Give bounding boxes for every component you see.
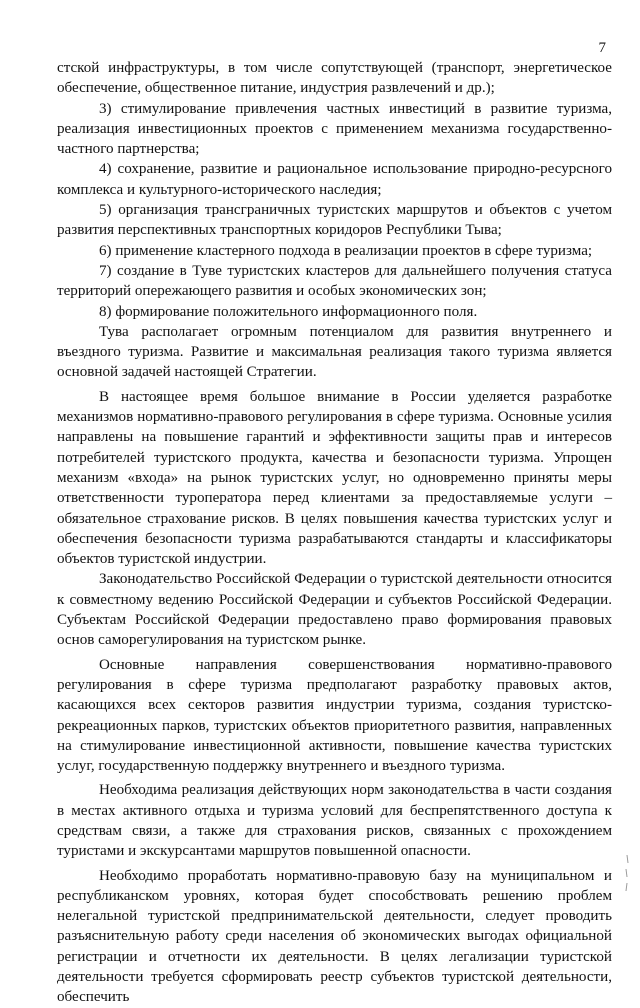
paragraph-legislation: Законодательство Российской Федерации о туристской деятельности относится к совместному ведению Российской Федерации и субъектов Российской Федерации. Субъектам Российской Федерации предоставлено право формирования правовых основ саморегулирования на туристском рынке. (57, 571, 612, 649)
paragraph-main-directions: Основные направления совершенствования нормативно-правового регулирования в сфере туризма предполагают разработку правовых актов, касающихся всех секторов развития индустрии туризма, создания туристско-рекреационных парков, туристских объектов приоритетного развития, направленных на стимулирование инвестиционной активности, повышение качества туристских услуг, государственную поддержку внутреннего и въездного туризма. (57, 656, 612, 775)
paragraph-tuva-potential: Тува располагает огромным потенциалом для развития внутреннего и въездного туризма. Развитие и максимальная реализация такого туризма является основной задачей настоящей Стратегии. (57, 323, 612, 381)
list-item-8: 8) формирование положительного информационного поля. (99, 303, 478, 320)
list-item-5: 5) организация трансграничных туристских маршрутов и объектов с учетом развития перспективных транспортных коридоров Республики Тыва; (57, 202, 612, 239)
paragraph-regulation: В настоящее время большое внимание в России уделяется разработке механизмов нормативно-правового регулирования в сфере туризма. Основные усилия направлены на повышение гарантий и эффективности защиты прав и интересов потребителей туристского продукта, качества и безопасности туризма. Упрощен механизм «входа» на рынок туристских услуг, но одновременно приняты меры ответственности туроператора перед клиентами за предоставляемые услуги – обязательное страхование рисков. В целях повышения качества туристских услуг и обеспечения безопасности туризма разрабатываются стандарты и классификаторы объектов туристской индустрии. (57, 388, 612, 568)
list-item-3: 3) стимулирование привлечения частных инвестиций в развитие туризма, реализация инвестиционных проектов с применением механизма государственно-частного партнерства; (57, 100, 612, 158)
list-item-6: 6) применение кластерного подхода в реализации проектов в сфере туризма; (99, 242, 593, 259)
scan-artifact-mark (624, 853, 630, 893)
body-text (57, 58, 612, 1008)
list-item-4: 4) сохранение, развитие и рациональное использование природно-ресурсного комплекса и культурного-исторического наследия; (57, 161, 612, 198)
page-number: 7 (598, 40, 606, 56)
paragraph-continuation: стской инфраструктуры, в том числе сопутствующей (транспорт, энергетическое обеспечение, общественное питание, индустрия развлечений и др.); (57, 60, 612, 97)
paragraph-legal-base: Необходимо проработать нормативно-правовую базу на муниципальном и республиканском уровнях, которая будет способствовать решению проблем нелегальной туристской предпринимательской деятельности, следует проводить разъяснительную работу среди населения об экономических выгодах официальной регистрации и отчетности их деятельности. В целях легализации туристской деятельности требуется сформировать реестр субъектов туристской деятельности, обеспечить (57, 867, 612, 1006)
list-item-7: 7) создание в Туве туристских кластеров для дальнейшего получения статуса территорий опережающего развития и особых экономических зон; (57, 262, 612, 300)
paragraph-implementation: Необходима реализация действующих норм законодательства в части создания в местах активного отдыха и туризма условий для беспрепятственного доступа к средствам связи, а также для страхования рисков, связанных с прохождением туристами и экскурсантами маршрутов повышенной опасности. (57, 782, 612, 860)
